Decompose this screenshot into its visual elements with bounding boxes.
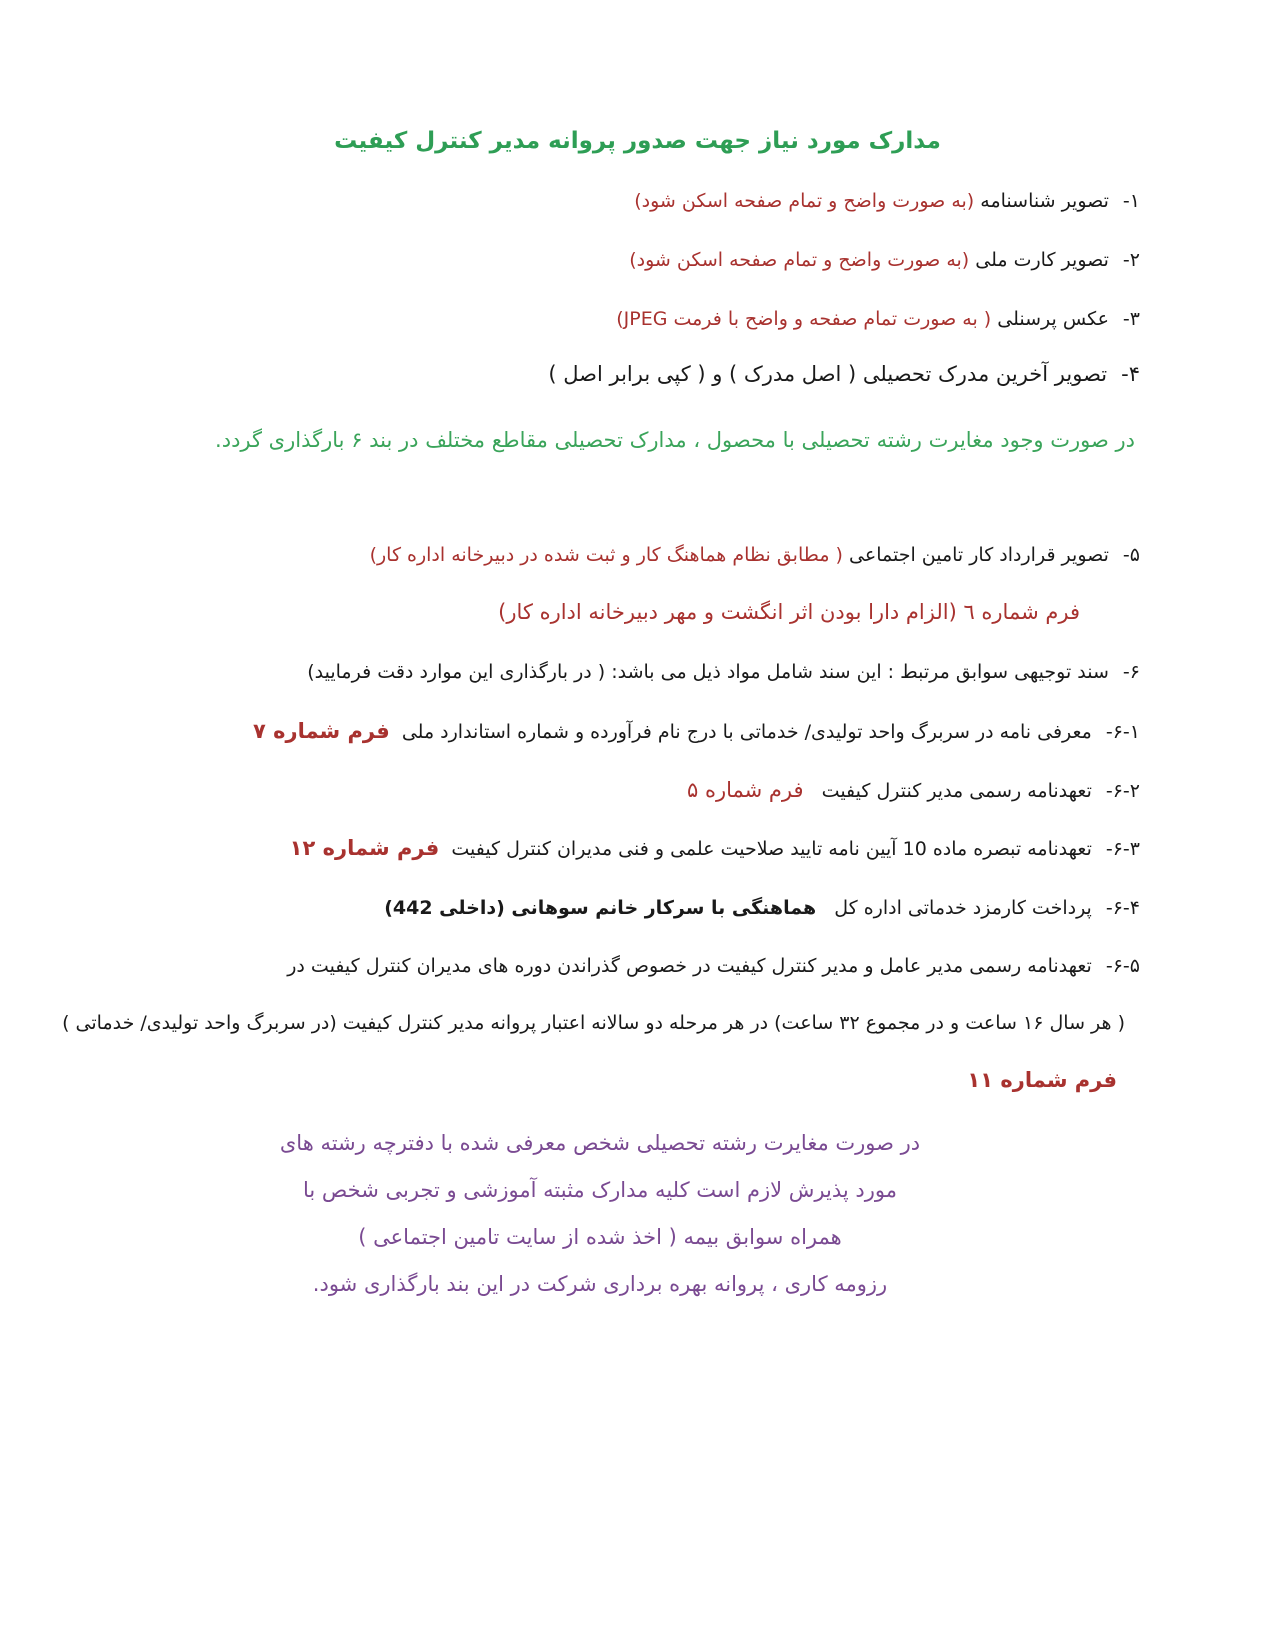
contact-note: هماهنگی با سرکار خانم سوهانی (داخلی 442) — [384, 897, 817, 919]
subitem-6-5-continuation: ( هر سال ۱۶ ساعت و در مجموع ۳۲ ساعت) در هر مرحله دو سالانه اعتبار پروانه مدیر کنترل کیفیت (در سربرگ واحد تولیدی/ خدماتی ) — [62, 1012, 1125, 1034]
item-5-note: ( مطابق نظام هماهنگ کار و ثبت شده در دبیرخانه اداره کار) — [369, 544, 843, 566]
form-12-label: فرم شماره ۱۲ — [289, 836, 440, 860]
list-item-5: ۵-تصویر قرارداد کار تامین اجتماعی ( مطابق نظام هماهنگ کار و ثبت شده در دبیرخانه اداره کار) — [369, 544, 1140, 566]
form-11-label: فرم شماره ۱۱ — [967, 1068, 1117, 1092]
purple-note: در صورت مغایرت رشته تحصیلی شخص معرفی شده با دفترچه رشته های مورد پذیرش لازم است کلیه مدارک مثبته آموزشی و تجربی شخص با همراه سوابق بیمه ( اخذ شده از سایت تامین اجتماعی ) رزومه کاری ، پروانه بهره برداری شرکت در این بند بارگذاری شود. — [279, 1131, 921, 1296]
subitem-6-2: ۶-۲-تعهدنامه رسمی مدیر کنترل کیفیت فرم شماره ۵ — [686, 778, 1140, 802]
subitem-6-5: ۶-۵-تعهدنامه رسمی مدیر عامل و مدیر کنترل کیفیت در خصوص گذراندن دوره های مدیران کنترل کیفیت در — [287, 955, 1140, 977]
form-5-label: فرم شماره ۵ — [686, 778, 804, 802]
page-title: مدارک مورد نیاز جهت صدور پروانه مدیر کنترل کیفیت — [334, 128, 941, 154]
item-5-form-line: فرم شماره ٦ (الزام دارا بودن اثر انگشت و مهر دبیرخانه اداره کار) — [498, 600, 1080, 624]
green-notice: در صورت وجود مغایرت رشته تحصیلی با محصول ، مدارک تحصیلی مقاطع مختلف در بند ۶ بارگذاری گردد. — [215, 428, 1135, 452]
form-7-label: فرم شماره ۷ — [252, 719, 390, 743]
item-2-note: (به صورت واضح و تمام صفحه اسکن شود) — [629, 249, 970, 271]
list-item-6: ۶-سند توجیهی سوابق مرتبط : این سند شامل مواد ذیل می باشد: ( در بارگذاری این موارد دقت فرمایید) — [307, 661, 1140, 683]
list-item-3: ۳-عکس پرسنلی ( به صورت تمام صفحه و واضح با فرمت JPEG) — [616, 308, 1140, 330]
subitem-6-3: ۶-۳-تعهدنامه تبصره ماده 10 آیین نامه تایید صلاحیت علمی و فنی مدیران کنترل کیفیت فرم شماره ۱۲ — [289, 836, 1140, 860]
subitem-6-1: ۶-۱-معرفی نامه در سربرگ واحد تولیدی/ خدماتی با درج نام فرآورده و شماره استاندارد ملی فرم شماره ۷ — [252, 719, 1140, 743]
item-3-note: ( به صورت تمام صفحه و واضح با فرمت JPEG) — [616, 308, 992, 330]
list-item-4: ۴-تصویر آخرین مدرک تحصیلی ( اصل مدرک ) و ( کپی برابر اصل ) — [548, 362, 1140, 386]
item-1-note: (به صورت واضح و تمام صفحه اسکن شود) — [634, 190, 975, 212]
subitem-6-4: ۶-۴-پرداخت کارمزد خدماتی اداره کل هماهنگی با سرکار خانم سوهانی (داخلی 442) — [384, 897, 1140, 919]
list-item-1: ۱-تصویر شناسنامه (به صورت واضح و تمام صفحه اسکن شود) — [634, 190, 1140, 212]
list-item-2: ۲-تصویر کارت ملی (به صورت واضح و تمام صفحه اسکن شود) — [629, 249, 1140, 271]
